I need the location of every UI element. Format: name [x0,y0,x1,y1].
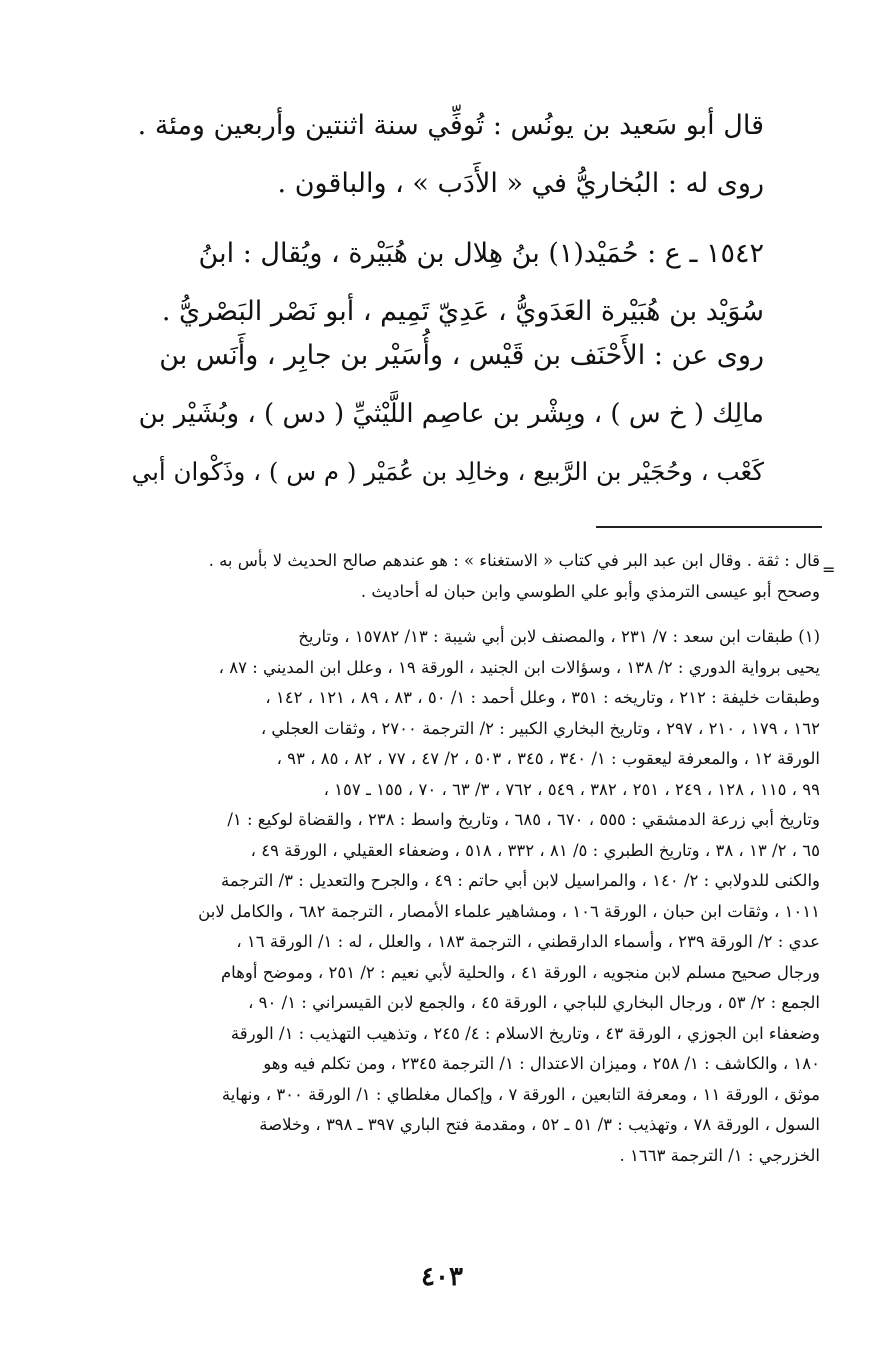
text-line: روى عن : الأَحْنَف بن قَيْس ، وأُسَيْر بن جابِر ، وأَنَس بن [159,340,764,371]
footnote-line: ورجال صحيح مسلم لابن منجويه ، الورقة ٤١ ، والحلية لأبي نعيم : ٢/ ٢٥١ ، وموضح أوهام [220,962,820,982]
footnote-line: (١) طبقات ابن سعد : ٧/ ٢٣١ ، والمصنف لابن أبي شيبة : ١٣/ ١٥٧٨٢ ، وتاريخ [298,627,820,646]
text-line: قال أبو سَعيد بن يونُس : تُوفِّي سنة اثنتين وأربعين ومئة . [137,110,764,141]
footnote-line: والكنى للدولابي : ٢/ ١٤٠ ، والمراسيل لابن أبي حاتم : ٤٩ ، والجرح والتعديل : ٣/ الترجمة [221,871,820,890]
footnote-1 [130,622,820,1171]
text-line: كَعْب ، وحُجَيْر بن الرَّبيع ، وخالِد بن عُمَيْر ( م س ) ، وذَكْوان أبي [131,457,764,486]
footnote-line: ١٠١١ ، وثقات ابن حبان ، الورقة ١٠٦ ، ومشاهير علماء الأمصار ، الترجمة ٦٨٢ ، والكامل لابن [198,901,820,921]
footnote-continuation-mark: = [822,560,836,579]
footnote-divider [596,526,822,528]
footnote-line: السول ، الورقة ٧٨ ، وتهذيب : ٣/ ٥١ ـ ٥٢ ، ومقدمة فتح الباري ٣٩٧ ـ ٣٩٨ ، وخلاصة [259,1115,820,1134]
footnote-line: موثق ، الورقة ١١ ، ومعرفة التابعين ، الورقة ٧ ، وإكمال مغلطاي : ١/ الورقة ٣٠٠ ، ونهاية [221,1084,820,1104]
entry-heading-paragraph [130,225,764,341]
footnote-line: ١٨٠ ، والكاشف : ١/ ٢٥٨ ، وميزان الاعتدال : ١/ الترجمة ٢٣٤٥ ، ومن تكلم فيه وهو [263,1054,820,1073]
footnote-line: الخزرجي : ١/ الترجمة ١٦٦٣ . [619,1145,820,1165]
footnote-line: وصحح أبو عيسى الترمذي وأبو علي الطوسي وابن حبان له أحاديث . [360,581,820,601]
footnote-line: وضعفاء ابن الجوزي ، الورقة ٤٣ ، وتاريخ الاسلام : ٤/ ٢٤٥ ، وتذهيب التهذيب : ١/ الورقة [230,1023,820,1043]
footnote-line: ٩٩ ، ١١٥ ، ١٢٨ ، ٢٤٩ ، ٢٥١ ، ٣٨٢ ، ٥٤٩ ، ٧٦٢ ، ٣/ ٦٣ ، ٧٠ ، ١٥٥ ـ ١٥٧ ، [323,779,820,799]
footnote-line: ٦٥ ، ٢/ ١٣ ، ٣٨ ، وتاريخ الطبري : ٥/ ٨١ ، ٣٣٢ ، ٥١٨ ، وضعفاء العقيلي ، الورقة ٤٩ ، [250,840,820,860]
footnote-line: الجمع : ٢/ ٥٣ ، ورجال البخاري للباجي ، الورقة ٤٥ ، والجمع لابن القيسراني : ١/ ٩٠ ، [248,993,820,1012]
footnote-line: وطبقات خليفة : ٢١٢ ، وتاريخه : ٣٥١ ، وعلل أحمد : ١/ ٥٠ ، ٨٣ ، ٨٩ ، ١٢١ ، ١٤٢ ، [265,688,820,707]
footnote-line: وتاريخ أبي زرعة الدمشقي : ٥٥٥ ، ٦٧٠ ، ٦٨٥ ، وتاريخ واسط : ٢٣٨ ، والقضاة لوكيع : ١/ [227,810,820,829]
footnote-continuation [130,546,820,607]
page-number: ٤٠٣ [421,1262,463,1292]
footnote-line: ١٦٢ ، ١٧٩ ، ٢١٠ ، ٢٩٧ ، وتاريخ البخاري الكبير : ٢/ الترجمة ٢٧٠٠ ، وثقات العجلي ، [260,718,820,738]
text-line: ١٥٤٢ ـ ع : حُمَيْد(١) بنُ هِلال بن هُبَيْرة ، ويُقال : ابنُ [198,238,764,269]
footnote-line: يحيى برواية الدوري : ٢/ ١٣٨ ، وسؤالات ابن الجنيد ، الورقة ١٩ ، وعلل ابن المديني : ٨٧ ، [218,657,820,677]
text-line: روى له : البُخاريُّ في « الأَدَب » ، والباقون . [277,168,764,199]
text-line: سُوَيْد بن هُبَيْرة العَدَويُّ ، عَدِيّ تَمِيم ، أبو نَصْر البَصْريُّ . [161,296,764,327]
death-note-paragraph [130,97,764,213]
text-line: مالِك ( خ س ) ، وبِشْر بن عاصِم اللَّيْثيِّ ( دس ) ، وبُشَيْر بن [138,399,764,429]
footnote-line: عدي : ٢/ الورقة ٢٣٩ ، وأسماء الدارقطني ، الترجمة ١٨٣ ، والعلل ، له : ١/ الورقة ١٦ ، [236,932,820,951]
footnote-line: الورقة ١٢ ، والمعرفة ليعقوب : ١/ ٣٤٠ ، ٣٤٥ ، ٥٠٣ ، ٢/ ٤٧ ، ٧٧ ، ٨٢ ، ٨٥ ، ٩٣ ، [276,749,820,768]
narrators-paragraph [130,327,764,501]
footnote-line: قال : ثقة . وقال ابن عبد البر في كتاب « الاستغناء » : هو عندهم صالح الحديث لا بأس به . [208,551,820,570]
